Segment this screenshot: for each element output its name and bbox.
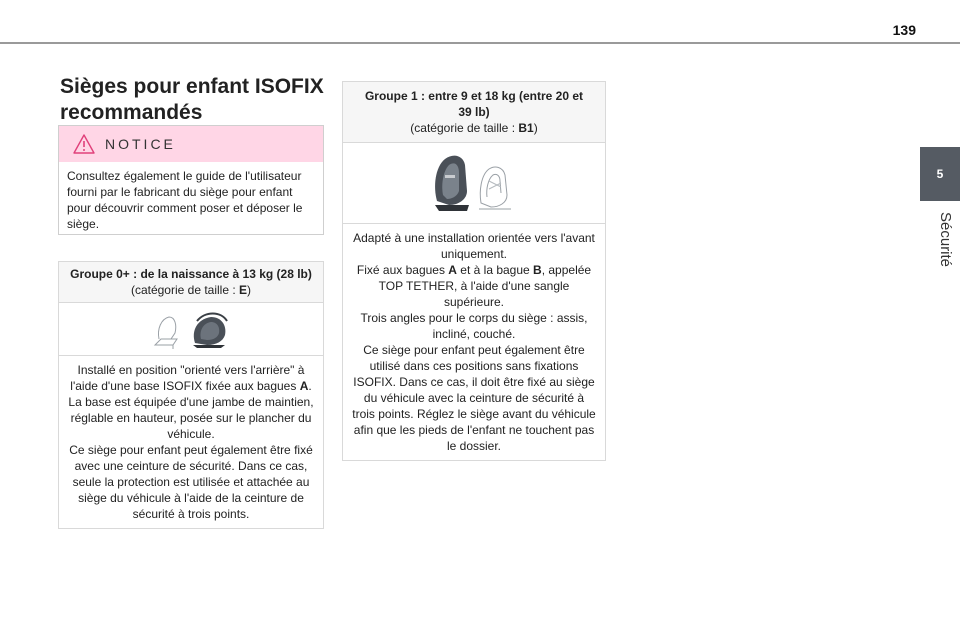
forward-facing-seat-icon bbox=[429, 151, 519, 215]
group0-header bbox=[59, 262, 323, 303]
notice-title: NOTICE bbox=[105, 136, 176, 152]
group1-paragraph-2: Fixé aux bagues A et à la bague B, appelée TOP TETHER, à l'aide d'une sangle supérieure. bbox=[356, 263, 592, 309]
group1-paragraph-4: Ce siège pour enfant peut également être utilisé dans ces positions sans fixations ISOFIX. Dans ce cas, il doit être fixé au siège du véhicule avec la ceinture de sécurité à trois points. Réglez le siège avant du véhicule afin que les pieds de l'enfant ne touchent pas le dossier. bbox=[352, 343, 596, 453]
group0-card bbox=[58, 261, 324, 529]
group1-card bbox=[342, 81, 606, 461]
page-number: 139 bbox=[892, 22, 916, 38]
chapter-number: 5 bbox=[936, 167, 944, 181]
notice-header bbox=[59, 126, 323, 162]
group1-category: (catégorie de taille : B1) bbox=[410, 121, 538, 135]
group0-paragraph-2: Ce siège pour enfant peut également être fixé avec une ceinture de sécurité. Dans ce cas, seule la protection est utilisée et attachée au siège du véhicule à l'aide de la ceinture de sécurité à trois points. bbox=[69, 443, 313, 521]
notice-text: Consultez également le guide de l'utilisateur fourni par le fabricant du siège pour enfant pour découvrir comment poser et déposer le siège. bbox=[67, 169, 303, 231]
warning-icon bbox=[73, 134, 95, 154]
page-title: Sièges pour enfant ISOFIX recommandés bbox=[60, 75, 324, 124]
group0-paragraph-1: Installé en position "orienté vers l'arrière" à l'aide d'une base ISOFIX fixée aux bagues A. La base est équipée d'une jambe de maintien, réglable en hauteur, posée sur le plancher du véhicule. bbox=[68, 363, 314, 441]
notice-box bbox=[58, 125, 324, 235]
group1-paragraph-3: Trois angles pour le corps du siège : assis, incliné, couché. bbox=[360, 311, 588, 341]
group1-header bbox=[343, 82, 605, 143]
group1-seat-illustration bbox=[343, 143, 605, 224]
group1-heading: Groupe 1 : entre 9 et 18 kg (entre 20 et 39 lb) bbox=[364, 89, 584, 119]
chapter-tab[interactable] bbox=[920, 147, 960, 201]
header-divider bbox=[0, 42, 960, 44]
chapter-label: Sécurité bbox=[937, 212, 954, 268]
group0-heading: Groupe 0+ : de la naissance à 13 kg (28 lb) bbox=[70, 267, 312, 281]
rear-facing-seat-icon bbox=[151, 309, 231, 349]
group1-paragraph-1: Adapté à une installation orientée vers l'avant uniquement. bbox=[353, 231, 595, 261]
group0-category: (catégorie de taille : E) bbox=[130, 283, 252, 297]
group1-description bbox=[343, 224, 605, 460]
group0-seat-illustration bbox=[59, 303, 323, 356]
group0-description bbox=[59, 356, 323, 528]
